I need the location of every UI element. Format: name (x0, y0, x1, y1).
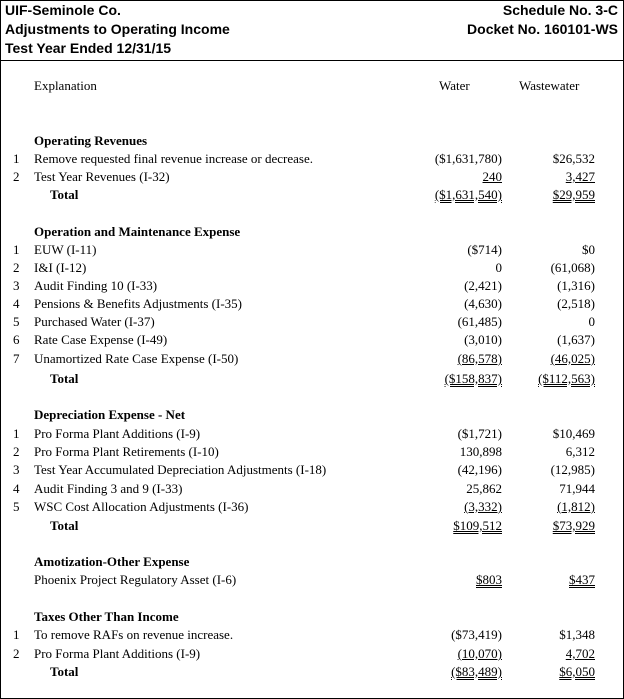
line-explanation: EUW (I-11) (34, 242, 97, 257)
line-number: 4 (13, 481, 20, 496)
water-amount: $803 (476, 572, 502, 587)
total-row (1, 370, 623, 388)
total-label: Total (50, 187, 79, 202)
line-number: 3 (13, 278, 20, 293)
section-heading-row (1, 132, 623, 150)
water-amount: (2,421) (464, 278, 502, 293)
line-number: 3 (13, 462, 20, 477)
water-amount: 0 (495, 260, 502, 275)
wastewater-amount: 4,702 (565, 646, 595, 661)
line-explanation: Test Year Revenues (I-32) (34, 169, 170, 184)
line-number: 2 (13, 260, 20, 275)
table-row (1, 645, 623, 663)
line-explanation: Audit Finding 3 and 9 (I-33) (34, 481, 183, 496)
line-number: 4 (13, 296, 20, 311)
line-explanation: To remove RAFs on revenue increase. (34, 627, 234, 642)
column-header-water: Water (439, 78, 470, 93)
column-header-wastewater: Wastewater (519, 78, 580, 93)
line-number: 2 (13, 444, 20, 459)
total-label: Total (50, 371, 79, 386)
water-amount: (86,578) (457, 351, 502, 366)
schedule-title: Adjustments to Operating Income (5, 21, 230, 37)
line-explanation: Purchased Water (I-37) (34, 314, 155, 329)
wastewater-total: $73,929 (552, 518, 595, 533)
test-year: Test Year Ended 12/31/15 (5, 40, 172, 56)
water-total: $109,512 (453, 518, 502, 533)
column-header-explanation: Explanation (34, 78, 97, 93)
water-total: ($1,631,540) (434, 187, 502, 202)
wastewater-amount: (1,637) (557, 332, 595, 347)
line-explanation: Pro Forma Plant Additions (I-9) (34, 646, 201, 661)
table-row (1, 461, 623, 479)
table-row (1, 480, 623, 498)
table-row (1, 259, 623, 277)
table-row (1, 626, 623, 644)
wastewater-amount: $437 (569, 572, 595, 587)
water-amount: ($1,721) (457, 426, 502, 441)
section-title: Operation and Maintenance Expense (34, 224, 241, 239)
wastewater-total: $29,959 (552, 187, 595, 202)
table-row (1, 168, 623, 186)
table-row (1, 331, 623, 349)
total-row (1, 186, 623, 204)
table-row (1, 425, 623, 443)
line-explanation: Phoenix Project Regulatory Asset (I-6) (34, 572, 237, 587)
water-amount: (3,332) (464, 499, 502, 514)
table-row (1, 443, 623, 461)
table-row (1, 571, 623, 589)
wastewater-amount: (61,068) (550, 260, 595, 275)
wastewater-amount: $10,469 (552, 426, 595, 441)
wastewater-amount: 71,944 (559, 481, 595, 496)
wastewater-amount: (12,985) (550, 462, 595, 477)
water-total: ($83,489) (451, 664, 502, 679)
total-label: Total (50, 518, 79, 533)
water-amount: (4,630) (464, 296, 502, 311)
water-total: ($158,837) (444, 371, 502, 386)
line-number: 2 (13, 646, 20, 661)
line-explanation: I&I (I-12) (34, 260, 87, 275)
wastewater-amount: $26,532 (552, 151, 595, 166)
table-row (1, 295, 623, 313)
wastewater-amount: (46,025) (550, 351, 595, 366)
wastewater-amount: $0 (582, 242, 595, 257)
wastewater-total: $6,050 (559, 664, 595, 679)
wastewater-total: ($112,563) (538, 371, 595, 386)
total-row (1, 517, 623, 535)
wastewater-amount: $1,348 (559, 627, 595, 642)
water-amount: (42,196) (457, 462, 502, 477)
table-row (1, 313, 623, 331)
wastewater-amount: (2,518) (557, 296, 595, 311)
water-amount: 130,898 (459, 444, 502, 459)
table-row (1, 150, 623, 168)
line-explanation: Test Year Accumulated Depreciation Adjustments (I-18) (34, 462, 327, 477)
section-heading-row (1, 608, 623, 626)
docket-number: Docket No. 160101-WS (467, 21, 618, 37)
line-number: 5 (13, 314, 20, 329)
section-title: Depreciation Expense - Net (34, 407, 186, 422)
wastewater-amount: 0 (588, 314, 595, 329)
line-explanation: Unamortized Rate Case Expense (I-50) (34, 351, 239, 366)
table-row (1, 498, 623, 516)
section-title: Operating Revenues (34, 133, 148, 148)
section-heading-row (1, 406, 623, 424)
schedule-number: Schedule No. 3-C (502, 2, 618, 18)
water-amount: 240 (482, 169, 502, 184)
line-number: 1 (13, 151, 20, 166)
line-explanation: Pro Forma Plant Additions (I-9) (34, 426, 201, 441)
section-title: Taxes Other Than Income (34, 609, 179, 624)
line-explanation: Audit Finding 10 (I-33) (34, 278, 158, 293)
line-number: 2 (13, 169, 20, 184)
water-amount: ($1,631,780) (434, 151, 502, 166)
line-number: 1 (13, 426, 20, 441)
schedule-header (1, 1, 623, 61)
water-amount: ($73,419) (451, 627, 502, 642)
wastewater-amount: 3,427 (565, 169, 595, 184)
wastewater-amount: (1,316) (557, 278, 595, 293)
total-row (1, 663, 623, 681)
line-explanation: Rate Case Expense (I-49) (34, 332, 168, 347)
table-row (1, 350, 623, 368)
line-explanation: Pensions & Benefits Adjustments (I-35) (34, 296, 242, 311)
line-number: 6 (13, 332, 20, 347)
line-number: 5 (13, 499, 20, 514)
table-row (1, 277, 623, 295)
wastewater-amount: 6,312 (565, 444, 595, 459)
line-explanation: Remove requested final revenue increase or decrease. (34, 151, 313, 166)
water-amount: 25,862 (466, 481, 502, 496)
line-number: 1 (13, 627, 20, 642)
line-number: 1 (13, 242, 20, 257)
wastewater-amount: (1,812) (557, 499, 595, 514)
water-amount: ($714) (467, 242, 502, 257)
line-explanation: WSC Cost Allocation Adjustments (I-36) (34, 499, 249, 514)
line-explanation: Pro Forma Plant Retirements (I-10) (34, 444, 219, 459)
section-title: Amotization-Other Expense (34, 554, 190, 569)
company-name: UIF-Seminole Co. (5, 2, 121, 18)
section-heading-row (1, 553, 623, 571)
total-label: Total (50, 664, 79, 679)
section-heading-row (1, 223, 623, 241)
water-amount: (10,070) (457, 646, 502, 661)
table-row (1, 241, 623, 259)
water-amount: (61,485) (457, 314, 502, 329)
water-amount: (3,010) (464, 332, 502, 347)
line-number: 7 (13, 351, 20, 366)
